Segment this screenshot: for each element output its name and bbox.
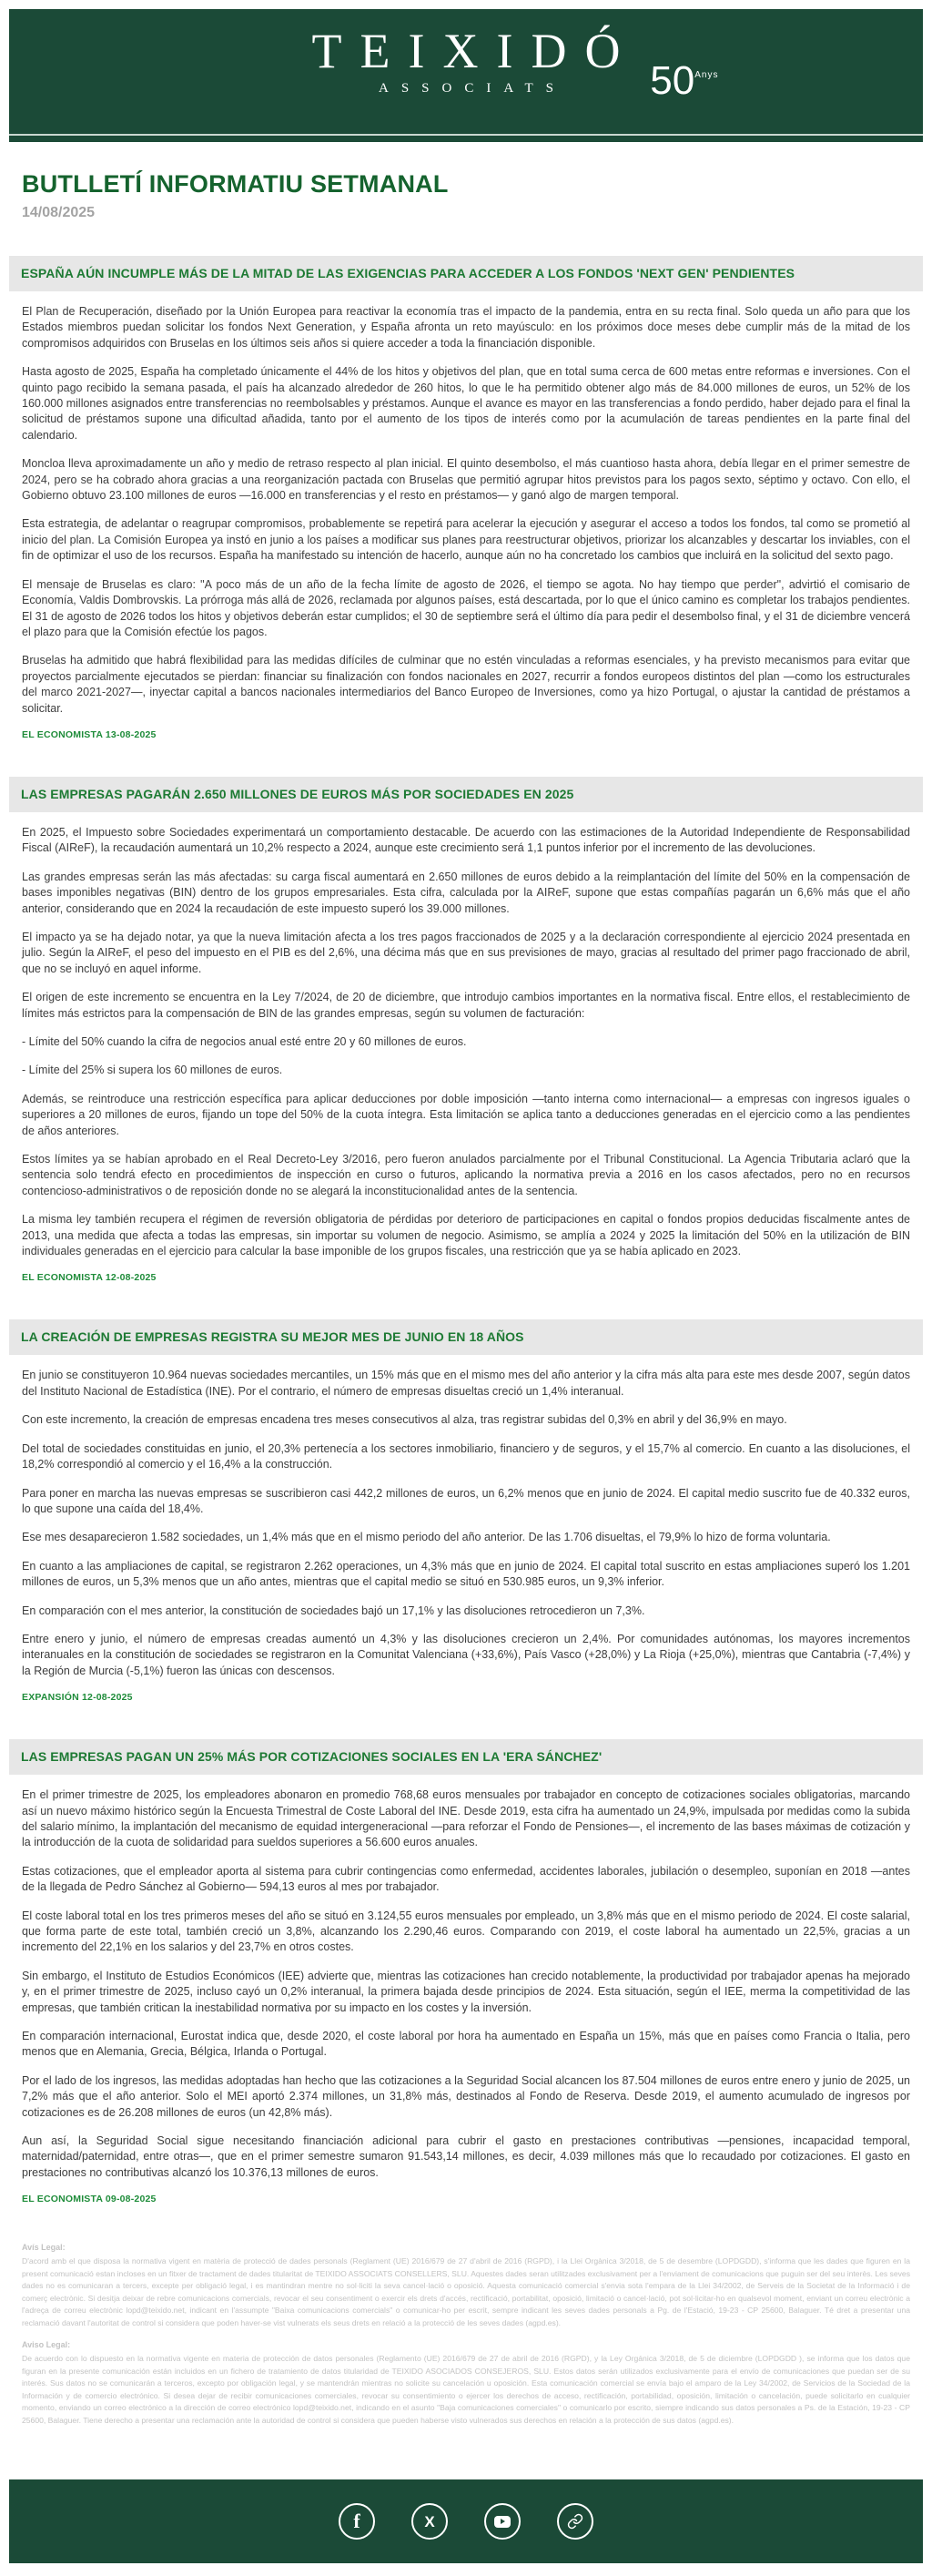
source-citation: EL ECONOMISTA 12-08-2025 [22,1272,157,1284]
paragraph: Del total de sociedades constituidas en junio, el 20,3% pertenecía a los sectores inmobiliario, financiero y de seguros, y el 15,7% al comercio. En cuanto a las disoluciones, el 18,2% correspondió al comercio y el 16,4% a la construcción. [22,1441,910,1471]
paragraph: Por el lado de los ingresos, las medidas adoptadas han hecho que las cotizaciones a la Seguridad Social alcancen los 87.504 millones de euros entre enero y junio de 2025, un 7,2% más que el año anterior. Solo el MEI aportó 2.374 millones, un 31,8% más, destinados al Fondo de Reserva. Desde 2019, el aumento acumulado de ingresos por cotizaciones es de 26.208 millones de euros (un 42,8% más). [22,2073,910,2119]
anniversary-label: Anys [694,70,719,80]
legal-text-ca: D'acord amb el que disposa la normativa vigent en matèria de protecció de dades personals (Reglament (UE) 2016/679 de 27 d'abril de 2016 (RGPD), i la Llei Orgànica 3/2018, de 5 de desembre (LOPDGDD), s'informa que les dades que figuren en la present comunicació estan incloses en un fitxer de tractament de dades titularitat de TEIXIDO ASSOCIATS CONSELLERS, SLU. Aquestes dades seran utilitzades exclusivament per a l'enviament de comunicacions que puguin ser del seu interès. Les seves dades no es comunicaran a tercers, excepte per obligació legal, i es mantindran mentre no sol·liciti la seva cancel·lació o oposició. Aquesta comunicació comercial s'envia sota l'empara de la Llei 34/2002, de Serveis de la Societat de la Informació i de comerç electrònic. Si desitja deixar de rebre comunicacions comercials, revocar el seu consentiment o exercir els drets d'accés, rectificació, portabilitat, oposició, limitació o cancel·lació, pot sol·licitar-ho en qualsevol moment, enviant un correu electrònic a l'adreça de correu electrònic lopd@teixido.net, indicant en l'assumpte "Baixa comunicacions comercials" o comunicar-ho per escrit, sempre indicant les seves dades personals a Pg. de l'Estació, 19-23 - CP 25600, Balaguer. Té dret a presentar una reclamació davant l'autoritat de control si considera que poden haver-se vist vulnerats els seus drets en relació a la protecció de les seves dades (agpd.es). [22,2256,910,2327]
page-title: BUTLLETÍ INFORMATIU SETMANAL [22,170,449,198]
paragraph: Esta estrategia, de adelantar o reagrupar compromisos, probablemente se repetirá para acelerar la ejecución y asegurar el acceso a todos los fondos, tal como se prometió al inicio del plan. La Comisión Europea ya instó en junio a los países a modificar sus planes para reestructurar objetivos, priorizar los alcanzables y descartar los inviables, con el fin de optimizar el uso de los recursos. España ha manifestado su intención de hacerlo, aunque aún no ha concretado los cambios que incluirá en la solicitud del sexto pago. [22,517,910,563]
paragraph: En cuanto a las ampliaciones de capital, se registraron 2.262 operaciones, un 4,3% más que en junio de 2024. El capital total suscrito en estas ampliaciones superó los 1.201 millones de euros, un 5,3% menos que un año antes, mientras que el capital medio se situó en 530.985 euros, un 9,3% inferior. [22,1559,910,1589]
logo-subtitle: ASSOCIATS [378,81,567,96]
source-citation: EXPANSIÓN 12-08-2025 [22,1692,133,1704]
news-section-cotizaciones [9,1739,923,2204]
section-title: LA CREACIÓN DE EMPRESAS REGISTRA SU MEJOR MES DE JUNIO EN 18 AÑOS [21,1329,524,1345]
paragraph: Las grandes empresas serán las más afectadas: su carga fiscal aumentará en 2.650 millones de euros debido a la reimplantación del límite del 50% en la compensación de bases imponibles negativas (BIN) dentro de los grupos empresariales. Esta cifra, calculada por la AIReF, supone que estas compañías pagarán un 6,6% más que el año anterior, considerando que en 2024 la recaudación de este impuesto superó los 39.000 millones. [22,870,910,915]
footer [9,2479,923,2563]
paragraph: Con este incremento, la creación de empresas encadena tres meses consecutivos al alza, tras registrar subidas del 0,3% en abril y del 36,9% en mayo. [22,1413,787,1427]
list-item: - Límite del 25% si supera los 60 millones de euros. [22,1064,283,1077]
section-header-bar [9,777,923,812]
legal-title-es: Aviso Legal: [22,2340,71,2350]
paragraph: El mensaje de Bruselas es claro: "A poco más de un año de la fecha límite de agosto de 2026, el tiempo se agota. No hay tiempo que perder", advirtió el comisario de Economía, Valdis Dombrovskis. La prórroga más allá de 2026, reclamada por algunos países, está descartada, por lo que el único camino es completar los trabajos pendientes. El 31 de agosto de 2026 todos los hitos y objetivos deberán estar cumplidos; el 30 de septiembre será el último día para pedir el desembolso final, y el 31 de diciembre vencerá el plazo para que la Comisión efectúe los pagos. [22,577,911,638]
paragraph: El Plan de Recuperación, diseñado por la Unión Europea para reactivar la economía tras el impacto de la pandemia, entra en su recta final. Solo queda un año para que los Estados miembros puedan solicitar los fondos Next Generation, y España afronta un reto mayúsculo: en los próximos doce meses debe cumplir más de la mitad de los compromisos adquiridos con Bruselas en los últimos seis años si quiere acceder a toda la financiación disponible. [22,305,910,350]
paragraph: El origen de este incremento se encuentra en la Ley 7/2024, de 20 de diciembre, que introdujo cambios importantes en la normativa fiscal. Entre ellos, el restablecimiento de límites más estrictos para la compensación de BIN de las grandes empresas, según su volumen de facturación: [22,991,910,1020]
logo-wordmark: TEIXIDÓ [311,24,639,78]
news-section-next-gen [9,256,923,740]
paragraph: Aun así, la Seguridad Social sigue necesitando financiación adicional para cubrir el gasto en prestaciones contributivas —pensiones, incapacidad temporal, maternidad/paternidad, entre otras—, que en el primer semestre sumaron 91.543,14 millones, es decir, 4.039 millones más que lo recaudado por cotizaciones. El gasto en prestaciones no contributivas alcanzó los 10.376,13 millones de euros. [22,2134,910,2179]
section-header-bar [9,256,923,291]
chain-link-glyph [567,2513,583,2530]
section-header-bar [9,1319,923,1355]
news-section-sociedades [9,777,923,1284]
section-header-bar [9,1739,923,1775]
paragraph: Estas cotizaciones, que el empleador aporta al sistema para cubrir contingencias como enfermedad, accidentes laborales, jubilación o desempleo, suponían en 2018 —antes de la llegada de Pedro Sánchez al Gobierno— 594,13 euros al mes por trabajador. [22,1864,910,1894]
paragraph: Entre enero y junio, el número de empresas creadas aumentó un 4,3% y las disoluciones crecieron un 2,4%. Por comunidades autónomas, los mayores incrementos interanuales en la constitución de sociedades se registraron en la Comunitat Valenciana (+33,6%), País Vasco (+28,0%) y La Rioja (+25,0%), mientras que Cantabria (-7,4%) y la Región de Murcia (-5,1%) fueron las únicas con descensos. [22,1632,910,1677]
issue-date: 14/08/2025 [22,205,96,220]
section-title: ESPAÑA AÚN INCUMPLE MÁS DE LA MITAD DE LAS EXIGENCIAS PARA ACCEDER A LOS FONDOS 'NEXT GEN' PENDIENTES [21,266,795,280]
paragraph: Estos límites ya se habían aprobado en el Real Decreto-Ley 3/2016, pero fueron anulados parcialmente por el Tribunal Constitucional. La Agencia Tributaria aclaró que la sentencia solo tendrá efecto en procedimientos de inspección en curso o futuros, aplicando la normativa previa a 2016 en los casos afectados, pero no en recursos contencioso-administrativos o de reposición donde no se alegará la inconstitucionalidad antes de la sentencia. [22,1153,910,1197]
list-item: - Límite del 50% cuando la cifra de negocios anual esté entre 20 y 60 millones de euros. [22,1035,467,1048]
paragraph: La misma ley también recupera el régimen de reversión obligatoria de pérdidas por deterioro de participaciones en capital o fondos propios deducidas fiscalmente antes de 2013, una medida que afecta a todas las empresas, sin importar su volumen de negocio. Asimismo, se amplía a 2024 y 2025 la limitación del 50% en la utilización de BIN individuales generadas en el ejercicio para calcular la base imponible de los grupos fiscales, una restricción que ya se había aplicado en 2023. [22,1213,910,1258]
paragraph: En junio se constituyeron 10.964 nuevas sociedades mercantiles, un 15% más que en el mismo mes del año anterior y la cifra más alta para este mes desde 2007, según datos del Instituto Nacional de Estadística (INE). Por el contrario, el número de empresas disueltas creció un 1,4% interanual. [22,1369,910,1398]
paragraph: Además, se reintroduce una restricción específica para aplicar deducciones por doble imposición —tanto interna como internacional— a empresas con ingresos iguales o superiores a 20 millones de euros, fijando un tope del 50% de la cuota íntegra. Esta limitación se aplica tanto a deducciones generadas en el ejercicio como a las pendientes de años anteriores. [22,1092,910,1137]
paragraph: En comparación internacional, Eurostat indica que, desde 2020, el coste laboral por hora ha aumentado en España un 15%, más que en países como Francia o Italia, pero menos que en Alemania, Grecia, Bélgica, Irlanda o Portugal. [22,2030,910,2059]
section-title: LAS EMPRESAS PAGARÁN 2.650 MILLONES DE EUROS MÁS POR SOCIEDADES EN 2025 [21,786,574,801]
anniversary-number: 50 [650,58,695,103]
newsletter-page [9,0,923,2563]
legal-notice [9,2243,923,2427]
paragraph: Hasta agosto de 2025, España ha completado únicamente el 44% de los hitos y objetivos del plan, que en total suma cerca de 600 metas entre reformas e inversiones. Con el quinto pago recibido la semana pasada, el país ha alcanzado alrededor de 260 hitos, lo que le ha permitido obtener algo más de 84.000 millones de euros, un 52% de los 160.000 millones asignados entre transferencias no reembolsables y préstamos. Aunque el avance es mayor en las transferencias a fondo perdido, haber dejado para el final la solicitud de préstamos supone una dificultad añadida, tanto por el aumento de los tipos de interés como por la acumulación de tareas pendientes en la parte final del calendario. [22,365,910,442]
paragraph: El coste laboral total en los tres primeros meses del año se situó en 3.124,55 euros mensuales por empleado, un 3,8% más que en el mismo periodo de 2024. El coste salarial, que forma parte de este total, también creció un 3,8%, alcanzando los 2.290,46 euros. Comparando con 2019, el coste laboral ha aumentado un 22,5%, gracias a un incremento del 22,1% en los salarios y del 23,7% en otros costes. [22,1909,910,1954]
paragraph: Sin embargo, el Instituto de Estudios Económicos (IEE) advierte que, mientras las cotizaciones han crecido notablemente, la productividad por trabajador apenas ha mejorado y, en el primer trimestre de 2025, incluso cayó un 0,2% interanual, la primera bajada desde principios de 2024. Esta situación, según el IEE, merma la competitividad de las empresas, que también critican la inestabilidad normativa por su impacto en los costes y la inversión. [22,1969,910,2014]
source-citation: EL ECONOMISTA 09-08-2025 [22,2194,157,2205]
legal-title-ca: Avís Legal: [22,2243,66,2253]
facebook-icon[interactable]: f [339,2503,375,2540]
paragraph: Ese mes desaparecieron 1.582 sociedades, un 1,4% más que en el mismo periodo del año anterior. De las 1.706 disueltas, el 79,9% lo hizo de forma voluntaria. [22,1531,831,1544]
company-logo [9,24,923,103]
paragraph: En el primer trimestre de 2025, los empleadores abonaron en promedio 768,68 euros mensuales por trabajador en concepto de cotizaciones sociales obligatorias, marcando así un nuevo máximo histórico según la Encuesta Trimestral de Coste Laboral del INE. Desde 2019, esta cifra ha aumentado un 24,9%, impulsada por medidas como la subida del salario mínimo, la implantación del mecanismo de equidad intergeneracional —para reforzar el Fondo de Pensiones—, el incremento de las bases máximas de cotización y la introducción de la cuota de solidaridad para sueldos superiores a 56.600 euros anuales. [22,1788,910,1849]
section-title: LAS EMPRESAS PAGAN UN 25% MÁS POR COTIZACIONES SOCIALES EN LA 'ERA SÁNCHEZ' [21,1749,603,1765]
news-section-creacion-empresas [9,1319,923,1703]
link-icon[interactable] [557,2503,593,2540]
anniversary-50-badge [650,58,718,104]
paragraph: Para poner en marcha las nuevas empresas se suscribieron casi 442,2 millones de euros, un 6,2% menos que en junio de 2024. El capital medio suscrito fue de 40.332 euros, lo que supone una caída del 18,4%. [22,1486,910,1515]
paragraph: Moncloa lleva aproximadamente un año y medio de retraso respecto al plan inicial. El quinto desembolso, el más cuantioso hasta ahora, debía llegar en el primer semestre de 2024, pero se ha cobrado ahora gracias a una reorganización pactada con Bruselas que permitió agrupar hitos previstos para los pagos sexto, séptimo y octavo. Con ello, el Gobierno obtuvo 23.100 millones de euros —16.000 en transferencias y el resto en préstamos— y ganó algo de margen temporal. [22,457,910,503]
header-divider [9,134,923,136]
paragraph: Bruselas ha admitido que habrá flexibilidad para las medidas difíciles de culminar que no estén vinculadas a reformas esenciales, y ha previsto mecanismos para evitar que proyectos parcialmente ejecutados se pierdan: financiar su finalización con fondos nacionales en 2027, recurrir a fondos europeos distintos del plan —como los estructurales del marco 2021-2027—, inyectar capital a bancos nacionales intermediarios del Banco Europeo de Inversiones, como ya hizo Portugal, o ajustar la cantidad de préstamos a solicitar. [22,654,910,715]
masthead [9,142,923,236]
brand-header [9,9,923,142]
paragraph: El impacto ya se ha dejado notar, ya que la nueva limitación afecta a los tres pagos fraccionados de 2025 y a la declaración correspondiente al ejercicio 2024 presentada en julio. Según la AIReF, el peso del impuesto en el PIB es del 2,6%, una décima más que en sus previsiones de mayo, gracias al resultado del primer pago fraccionado de abril, que no se incluyó en aquel informe. [22,930,910,975]
legal-text-es: De acuerdo con lo dispuesto en la normativa vigente en materia de protección de datos personales (Reglamento (UE) 2016/679 de 27 de abril de 2016 (RGPD), y la Ley Orgánica 3/2018, de 5 de diciembre (LOPDGDD ), se informa que los datos que figuran en la presente comunicación están incluidos en un fichero de tratamiento de datos titularidad de TEIXIDO ASOCIADOS CONSEJEROS, SLU. Estos datos serán utilizados exclusivamente para el envío de comunicaciones que puedan ser de su interés. Sus datos no se comunicarán a terceros, excepto por obligación legal, y se mantendrán mientras no solicite su cancelación u oposición. Esta comunicación comercial se envía bajo el amparo de la Ley 34/2002, de Servicios de la Sociedad de la Información y de comercio electrónico. Si desea dejar de recibir comunicaciones comerciales, revocar su consentimiento o ejercer los derechos de acceso, rectificación, portabilidad, oposición, limitación o cancelación, puede solicitarlo en cualquier momento, enviando un correo electrónico a la dirección de correo electrónico lopd@teixido.net, indicando en el asunto "Baja comunicaciones comerciales" o comunicarlo por escrito, siempre indicando sus datos personales a Ps. de la Estación, 19-23 - CP 25600, Balaguer. Tiene derecho a presentar una reclamación ante la autoridad de control si considera que pueden haberse visto vulnerados sus derechos en relación a la protección de sus datos (agpd.es). [22,2354,910,2425]
paragraph: En comparación con el mes anterior, la constitución de sociedades bajó un 17,1% y las disoluciones retrocedieron un 7,3%. [22,1604,645,1617]
x-twitter-icon[interactable]: X [411,2503,448,2540]
youtube-icon[interactable] [484,2503,521,2540]
paragraph: En 2025, el Impuesto sobre Sociedades experimentará un comportamiento destacable. De acuerdo con las estimaciones de la Autoridad Independiente de Responsabilidad Fiscal (AIReF), la recaudación aumentará un 10,2% respecto a 2024, aunque este crecimiento será 1,1 puntos inferior por el incremento de las devoluciones. [22,825,910,855]
source-citation: EL ECONOMISTA 13-08-2025 [22,728,157,740]
